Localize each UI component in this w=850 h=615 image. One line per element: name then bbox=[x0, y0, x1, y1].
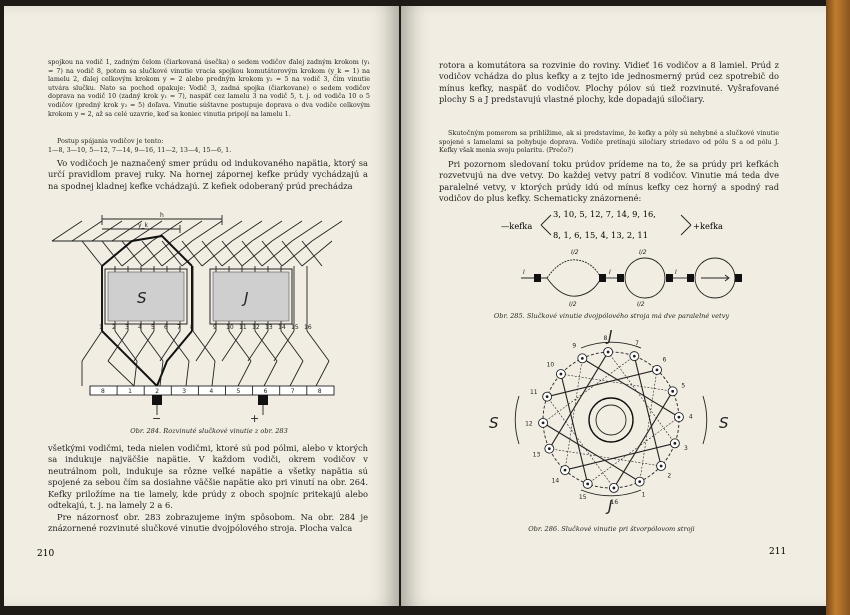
pole-s-label: S bbox=[137, 289, 147, 307]
pole-label-left: S bbox=[489, 414, 499, 432]
pole-label-top: J bbox=[608, 327, 613, 345]
conductor-number: 10 bbox=[546, 361, 555, 369]
figure-286-caption: Obr. 286. Slučkové vinutie pri štvorpólovom stroji bbox=[528, 525, 695, 533]
figure-285-parallel-branches bbox=[501, 244, 761, 309]
current-label-1: I bbox=[523, 269, 525, 276]
conductor-number: 9 bbox=[213, 324, 217, 331]
small-paragraph-2: Postup spájania vodičov je tento: bbox=[57, 137, 164, 145]
conductor-number: 5 bbox=[681, 382, 686, 390]
small-paragraph-1: spojkou na vodič 1, zadným čelom (čiarkovaná úsečka) o sedem vodičov ďalej zadným krokom (y₁ = 7) na vodič 8, potom sa slučkové vinutie vracia spojkou komutátorovým krokom (y_k = 1) na lamelu 2, ďalej celkovým krokom y = 2 alebo predným krokom y₂ = 5 na vodič 3, čím vinutie utvára slučku. Nato sa pochod opakuje: Vodič 3, zadná spojka (čiarkovane) o sedem vodičov doprava na vodič 10 (zadný krok y₁ = 7), naspäť cez lamelu 3 na vodič 5, t. j. od vodiča 10 o 5 vodičov (predný krok y₂ = 5) doľava. Vinutie súštavne postupuje doprava o dva vodiče celkovým krokom y = 2, až sa celé uzavrie, keď sa koniec vinutia pripojí na lamelu 1. bbox=[48, 58, 370, 118]
conductor-number: 16 bbox=[304, 324, 312, 331]
lamel-number: 6 bbox=[263, 388, 268, 395]
conductor-number: 3 bbox=[684, 445, 688, 453]
scheme-bottom-branch: 8, 1, 6, 15, 4, 13, 2, 11 bbox=[553, 230, 648, 240]
conductor-number: 9 bbox=[572, 342, 577, 350]
conductor-number: 3 bbox=[125, 324, 129, 331]
conductor-number: 7 bbox=[177, 324, 181, 331]
body-paragraph-1: Vo vodičoch je naznačený smer prúdu od indukovaného napätia, ktorý sa určí pravidlom pravej ruky. Na hornej zápornej kefke prúdy vychádzajú a na spodnej kladnej kefke vchádzajú. Z kefiek odoberaný prúd prechádza bbox=[48, 158, 368, 191]
conductor-number: 8 bbox=[190, 324, 194, 331]
lamel-number: 8 bbox=[317, 388, 322, 395]
lamel-number: 8 bbox=[101, 388, 105, 395]
lamel-number: 2 bbox=[155, 388, 160, 395]
lamel-number: 4 bbox=[209, 388, 214, 395]
scheme-top-branch: 3, 10, 5, 12, 7, 14, 9, 16, bbox=[553, 209, 656, 219]
lamel-number: 1 bbox=[128, 388, 132, 395]
conductor-numbers bbox=[99, 324, 312, 331]
page-number-left: 210 bbox=[37, 549, 55, 559]
conductor-markers bbox=[525, 335, 693, 506]
conductor-number: 1 bbox=[99, 324, 103, 331]
winding-lines bbox=[52, 221, 342, 386]
conductor-number: 4 bbox=[688, 413, 693, 421]
conductor-number: 6 bbox=[164, 324, 168, 331]
conductor-number: 1 bbox=[641, 491, 646, 499]
conductor-number: 15 bbox=[291, 324, 299, 331]
conductor-number: 5 bbox=[151, 324, 155, 331]
conductor-number: 10 bbox=[226, 324, 234, 331]
lamel-number: 7 bbox=[290, 388, 295, 395]
right-body-paragraph-2: Pri pozornom sledovaní toku prúdov prídeme na to, že sa prúdy pri kefkách rozvetvujú na dve vetvy. Do každej vetvy patrí 8 vodičov. Vinutie má teda dve paralelné vetvy, v ktorých prúdy idú od mínus kefky cez horný a spodný rad vodičov do plus kefky. Schematicky znázornené: bbox=[439, 159, 779, 204]
conductor-number: 14 bbox=[278, 324, 286, 331]
label-yk: y_k bbox=[138, 222, 149, 229]
half-current-1: I/2 bbox=[571, 249, 579, 256]
lower-winding bbox=[82, 331, 329, 386]
figure-285-caption: Obr. 285. Slučkové vinutie dvojpólového stroja má dve paralelné vetvy bbox=[493, 312, 730, 320]
conductor-number: 12 bbox=[252, 324, 260, 331]
conductor-number: 13 bbox=[532, 451, 541, 459]
conductor-number: 12 bbox=[525, 420, 533, 428]
pole-label-right: S bbox=[719, 414, 729, 432]
conductor-number: 2 bbox=[667, 472, 672, 480]
right-page bbox=[401, 6, 826, 606]
page-number-right: 211 bbox=[769, 547, 787, 557]
small-paragraph-3: 1—8, 3—10, 5—12, 7—14, 9—16, 11—2, 13—4, 15—6, 1. bbox=[48, 146, 232, 154]
pole-s-box bbox=[105, 269, 187, 324]
conductor-number: 16 bbox=[610, 498, 619, 506]
label-h: h bbox=[160, 212, 164, 219]
conductor-number: 6 bbox=[662, 356, 667, 364]
commutator bbox=[90, 386, 334, 395]
half-current-3: I/2 bbox=[569, 301, 577, 308]
right-small-paragraph: Skutočným pomerom sa priblížime, ak si predstavíme, že kefky a póly sú nehybné a slučkové vinutie spojené s lamelami sa pohybuje doprava. Vodiče pretínajú siločiary striedavo od pólu S a od pólu J. Kefky však menia svoju polaritu. (Prečo?) bbox=[439, 129, 779, 155]
half-current-4: I/2 bbox=[637, 301, 645, 308]
figure-284-caption: Obr. 284. Rozvinuté slučkové vinutie z obr. 283 bbox=[130, 427, 288, 435]
body-paragraph-2: všetkými vodičmi, teda nielen vodičmi, ktoré sú pod pólmi, alebo v ktorých sa indukuje najväčšie napätie. V každom vodiči, okrem vodičov v neutrálnom poli, indukuje sa rôzne veľké napätie a všetky napätia sú spojené za sebou čím sa dosiahne väčšie napätie ako pri vinutí na obr. 264. Kefky priložíme na tie lamely, kde prúdy z oboch spojníc pritekajú alebo odtekajú, t. j. na lamely 2 a 6. bbox=[48, 443, 368, 511]
scheme-minus-brush: —kefka bbox=[501, 221, 533, 231]
body-paragraph-3: Pre názornosť obr. 283 zobrazujeme iným spôsobom. Na obr. 284 je znázornené rozvinuté slučkové vinutie dvojpólového stroja. Plocha valca bbox=[48, 512, 368, 534]
pole-j-box bbox=[210, 269, 292, 324]
half-current-2: I/2 bbox=[639, 249, 647, 256]
conductor-number: 7 bbox=[635, 339, 639, 347]
figure-284-winding-diagram bbox=[42, 211, 372, 426]
pole-j-label: J bbox=[244, 289, 249, 307]
conductor-number: 2 bbox=[112, 324, 116, 331]
conductor-number: 14 bbox=[551, 477, 560, 485]
conductor-number: 15 bbox=[578, 494, 587, 502]
current-label-2: I bbox=[609, 269, 611, 276]
lamel-number: 5 bbox=[236, 388, 241, 395]
conductor-number: 11 bbox=[529, 388, 538, 396]
current-label-3: I bbox=[675, 269, 677, 276]
figure-286-four-pole-winding bbox=[461, 326, 761, 516]
book-cover-edge bbox=[826, 0, 850, 615]
scheme-plus-brush: +kefka bbox=[693, 221, 723, 231]
branch-scheme bbox=[501, 209, 741, 243]
conductor-number: 11 bbox=[239, 324, 247, 331]
lamel-number: 3 bbox=[182, 388, 187, 395]
plus-brush-label: + bbox=[250, 412, 260, 425]
minus-brush-label: − bbox=[152, 412, 162, 425]
conductor-number: 13 bbox=[265, 324, 273, 331]
right-body-paragraph-1: rotora a komutátora sa rozvinie do roviny. Vidieť 16 vodičov a 8 lamiel. Prúd z vodičov vchádza do plus kefky a z tejto ide jednosmerný prúd cez spotrebič do mínus kefky, naspäť do vodičov. Plochy pólov sú tiež rozvinuté. Vyšrafované plochy S a J predstavujú vlastné plochy, kde dopadajú siločiary. bbox=[439, 60, 779, 105]
left-page bbox=[4, 6, 399, 606]
conductor-number: 8 bbox=[603, 335, 608, 343]
pole-label-bottom: J bbox=[608, 497, 613, 515]
brushes bbox=[152, 395, 268, 425]
conductor-number: 4 bbox=[138, 324, 142, 331]
